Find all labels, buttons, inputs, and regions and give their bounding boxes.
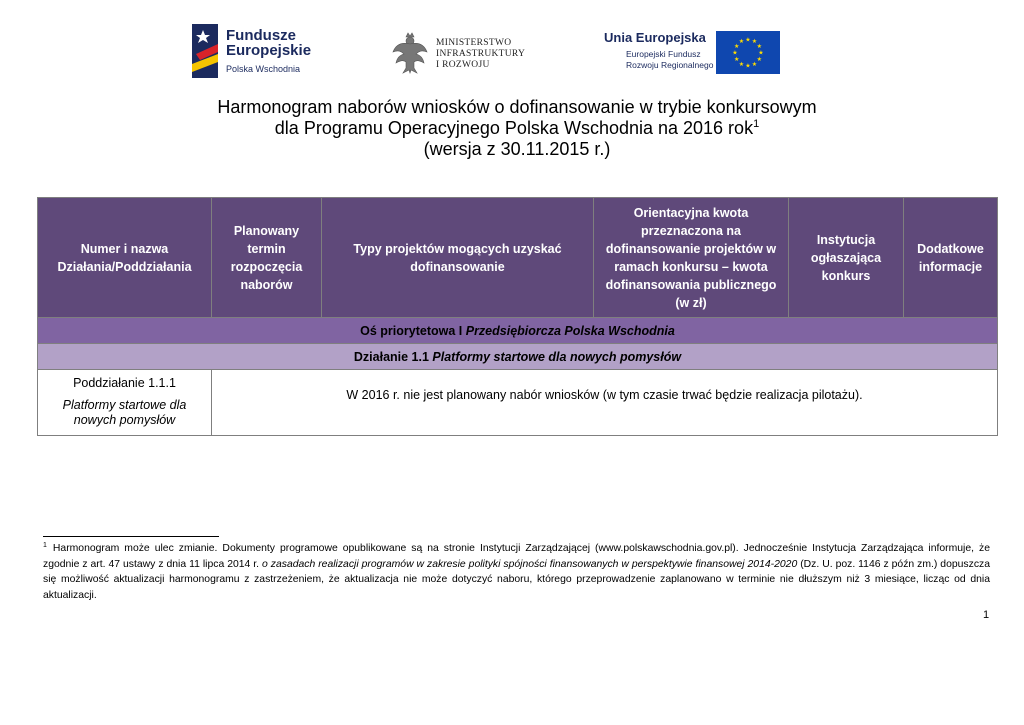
footnote [43,541,990,603]
header-start-date: Planowany termin rozpoczęcia naborów [212,198,322,318]
header-project-types: Typy projektów mogących uzyskać dofinansowanie [322,198,594,318]
header-funding-amount: Orientacyjna kwota przeznaczona na dofinansowanie projektów w ramach konkursu – kwota dofinansowania publicznego (w zł) [594,198,789,318]
priority-axis-row [38,318,998,344]
funds-europe-program: Polska Wschodnia [226,64,301,74]
ministry-name-line1: MINISTERSTWO [436,38,512,48]
header-additional-info: Dodatkowe informacje [904,198,998,318]
subaction-name: Platformy startowe dla nowych pomysłów [62,398,187,427]
footnote-separator [43,536,219,537]
funds-europe-name-line1: Fundusze [226,27,296,44]
title-line2 [0,118,1024,139]
eu-title: Unia Europejska [604,30,706,45]
action-row [38,344,998,370]
eu-flag-icon [716,31,780,74]
table-row [38,370,998,436]
eu-star-icon: ★ [738,60,745,68]
footnote-text-part1: Harmonogram może ulec zmianie. Dokumenty programowe opublikowane są na stronie Instytucji Zarządzającej (www.polskawschodnia.gov.pl). Jednocześnie Instytucja Zarządzająca informuje, że zgodnie z art. 47 ustawy z dnia 11 lipca 2014 r. [43,543,990,570]
funds-europe-name [226,28,311,58]
eu-star-icon: ★ [756,56,762,63]
title-line2-text: dla Programu Operacyjnego Polska Wschodnia na 2016 rok [274,118,754,138]
eu-star-icon: ★ [732,49,738,57]
eu-star-icon: ★ [738,38,745,46]
footnote-text-part2: (Dz. U. poz. 1146 z późn zm.) dopuszcza się możliwość aktualizacji harmonogramu z zastrzeżeniem, że aktualizacja nie może dotyczyć naboru, którego przeprowadzenie zaplanowano w terminie nie dłuższym niż 3 miesiące, licząc od dnia aktualizacji. [43,558,990,601]
schedule-table [37,197,998,436]
funds-europe-name-line2: Europejskie [226,42,312,59]
eu-star-icon: ★ [751,60,758,68]
polish-eagle-emblem-icon [392,32,428,74]
subaction-cell [38,370,212,436]
eu-fund-line2: Rozwoju Regionalnego [626,60,714,70]
ministry-name-line3: I ROZWOJU [436,60,490,70]
priority-axis-cell [38,318,998,344]
action-prefix: Działanie 1.1 [353,349,429,364]
title-footnote-ref: 1 [753,118,760,130]
eu-star-icon: ★ [758,49,764,57]
table-header-row [38,198,998,318]
action-name: Platformy startowe dla nowych pomysłów [432,349,682,364]
eu-logo [604,30,780,76]
page-number: 1 [983,609,990,621]
ministry-name [436,38,525,71]
eu-star-icon: ★ [751,38,758,46]
funds-europe-logo [192,24,312,80]
priority-axis-prefix: Oś priorytetowa I [360,323,463,338]
subaction-number: Poddziałanie 1.1.1 [73,376,176,390]
eu-star-icon: ★ [734,56,740,63]
header-action-number: Numer i nazwa Działania/Poddziałania [38,198,212,318]
title-line3: (wersja z 30.11.2015 r.) [423,139,611,159]
action-cell [38,344,998,370]
eu-fund-line1: Europejski Fundusz [626,49,701,59]
subaction-info: W 2016 r. nie jest planowany nabór wniosków (w tym czasie trwać będzie realizacja pilotażu). [212,370,998,436]
funds-europe-star-icon [192,24,218,78]
eu-star-icon: ★ [734,43,740,50]
footnote-ref: 1 [43,541,47,549]
title-line1: Harmonogram naborów wniosków o dofinansowanie w trybie konkursowym [217,97,817,117]
priority-axis-name: Przedsiębiorcza Polska Wschodnia [465,323,675,338]
logo-strip [0,22,1024,82]
eu-star-icon: ★ [745,62,751,70]
eu-star-icon: ★ [745,36,751,44]
header-institution: Instytucja ogłaszająca konkurs [789,198,904,318]
eu-star-icon: ★ [756,43,762,50]
ministry-logo [392,32,542,76]
document-title [0,97,1024,160]
eu-fund-name [626,49,713,71]
ministry-name-line2: INFRASTRUKTURY [436,49,526,59]
footnote-text-italic: o zasadach realizacji programów w zakresie polityki spójności finansowanych w perspektywie finansowej 2014-2020 [262,558,798,570]
